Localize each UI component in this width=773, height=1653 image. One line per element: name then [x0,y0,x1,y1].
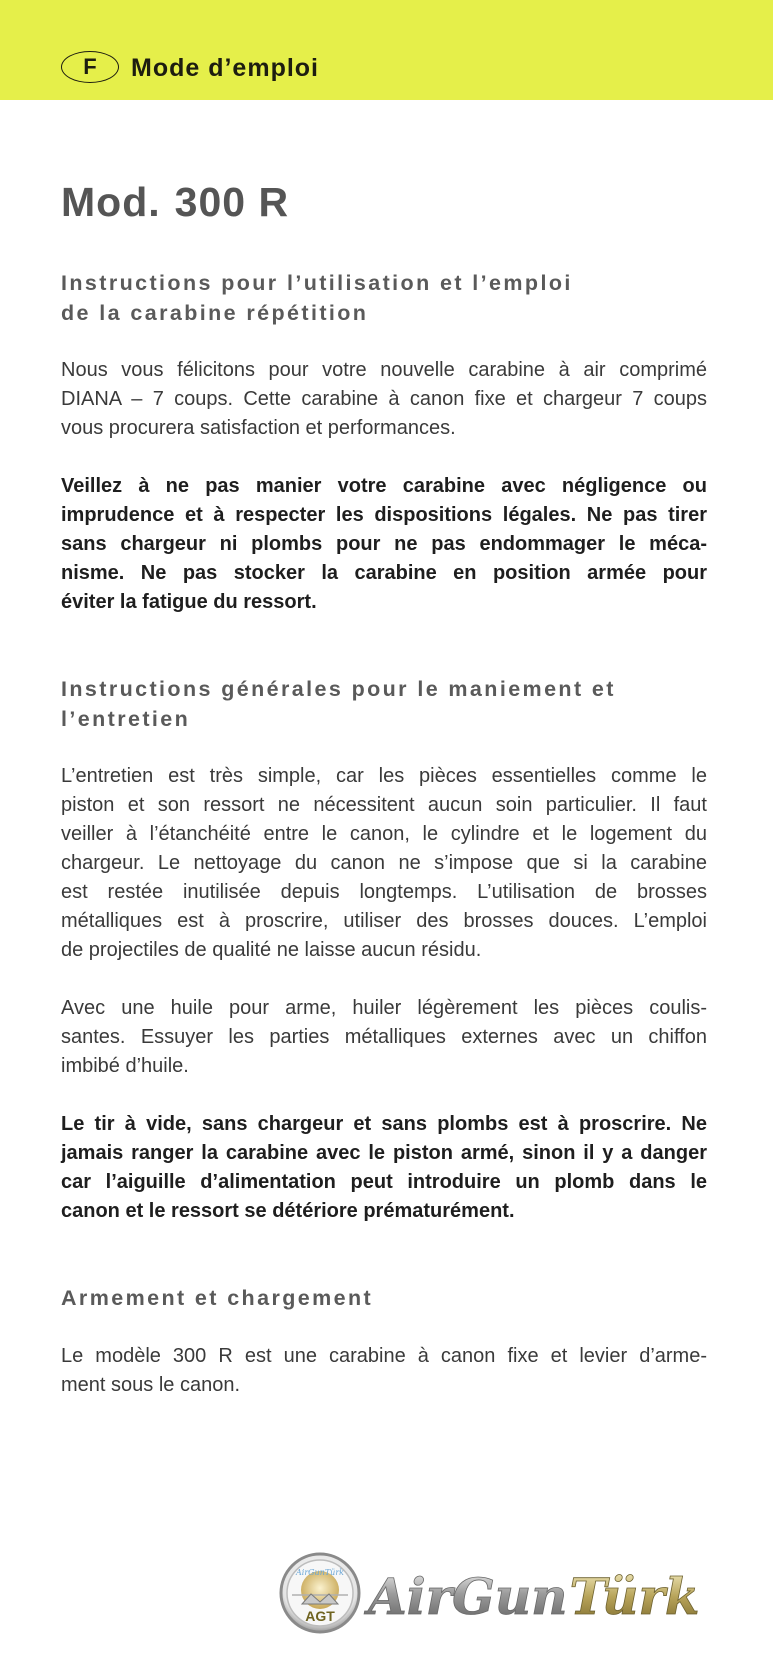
header-title: Mode d’emploi [131,54,319,82]
airgunturk-logo [278,1550,728,1640]
text-line: jamais ranger la carabine avec le piston armé, sinon il y a danger [61,1142,707,1164]
text-line: piston et son ressort ne nécessitent aucun soin particulier. Il faut [61,794,707,816]
text-line: ment sous le canon. [61,1374,240,1396]
text-line: veiller à l’étanchéité entre le canon, le cylindre et le logement du [61,823,707,845]
model-number: 300 R [174,179,290,225]
warning-paragraph [61,472,707,617]
text-line: métalliques est à proscrire, utiliser des brosses douces. L’emploi [61,910,707,932]
text-line: vous procurera satisfaction et performances. [61,417,456,439]
text-line: chargeur. Le nettoyage du canon ne s’impose que si la carabine [61,852,707,874]
text-line: canon et le ressort se détériore prématurément. [61,1200,515,1222]
model-title [61,180,289,224]
text-line: imbibé d’huile. [61,1055,189,1077]
section-heading [61,268,573,328]
text-line: Le modèle 300 R est une carabine à canon fixe et levier d’arme- [61,1345,707,1367]
section-heading [61,674,616,734]
text-line: santes. Essuyer les parties métalliques externes avec un chiffon [61,1026,707,1048]
header-band [0,0,773,100]
emblem-text: AGT [305,1608,335,1624]
model-prefix: Mod. [61,179,161,225]
section-heading [61,1283,373,1313]
heading-line: Armement et chargement [61,1286,374,1310]
text-line: nisme. Ne pas stocker la carabine en position armée pour [61,562,707,584]
heading-line: Instructions générales pour le maniement et [61,677,616,701]
language-badge: F [61,51,119,83]
text-line: est restée inutilisée depuis longtemps. L’utilisation de brosses [61,881,707,903]
text-line: Veillez à ne pas manier votre carabine avec négligence ou [61,475,707,497]
text-line: sans chargeur ni plombs pour ne pas endommager le méca- [61,533,707,555]
text-line: éviter la fatigue du ressort. [61,591,317,613]
text-line: Nous vous félicitons pour votre nouvelle carabine à air comprimé [61,359,707,381]
paragraph [61,994,707,1081]
text-line: Avec une huile pour arme, huiler légèrement les pièces coulis- [61,997,707,1019]
text-line: DIANA – 7 coups. Cette carabine à canon fixe et chargeur 7 coups [61,388,707,410]
heading-line: de la carabine répétition [61,301,369,325]
text-line: Le tir à vide, sans chargeur et sans plombs est à proscrire. Ne [61,1113,707,1135]
text-line: imprudence et à respecter les dispositions légales. Ne pas tirer [61,504,707,526]
heading-line: Instructions pour l’utilisation et l’emploi [61,271,573,295]
paragraph [61,762,707,965]
text-line: de projectiles de qualité ne laisse aucun résidu. [61,939,482,961]
text-line: car l’aiguille d’alimentation peut introduire un plomb dans le [61,1171,707,1193]
wordmark-airgun: AirGun [368,1567,568,1626]
paragraph [61,356,707,443]
warning-paragraph [61,1110,707,1226]
emblem-ring-text: AirGunTürk [295,1568,345,1577]
wordmark-turk: Türk [569,1567,700,1626]
heading-line: l’entretien [61,707,191,731]
paragraph [61,1342,707,1400]
text-line: L’entretien est très simple, car les pièces essentielles comme le [61,765,707,787]
agt-emblem-icon [281,1554,359,1632]
